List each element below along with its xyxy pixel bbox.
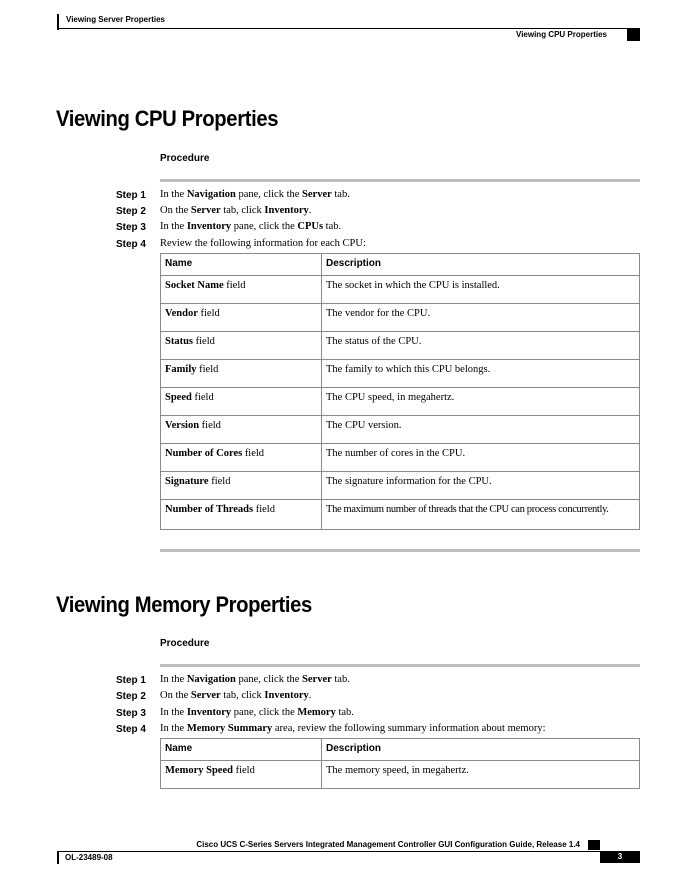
field-name-cell: Version field bbox=[161, 416, 322, 444]
field-name-cell: Family field bbox=[161, 360, 322, 388]
table-row bbox=[161, 472, 640, 500]
memory-properties-table bbox=[160, 738, 640, 789]
column-header-description: Description bbox=[322, 254, 640, 276]
memory-step-2 bbox=[0, 690, 680, 706]
step-number: Step 1 bbox=[115, 675, 146, 686]
cpu-step-4 bbox=[0, 238, 680, 254]
running-header-section: Viewing CPU Properties bbox=[516, 30, 607, 39]
table-row bbox=[161, 360, 640, 388]
table-row bbox=[161, 276, 640, 304]
step-number: Step 4 bbox=[115, 724, 146, 735]
memory-procedure-label: Procedure bbox=[160, 638, 210, 649]
step-text: On the Server tab, click Inventory. bbox=[160, 690, 312, 701]
field-name-cell: Vendor field bbox=[161, 304, 322, 332]
field-description-cell: The number of cores in the CPU. bbox=[322, 444, 640, 472]
field-name-cell: Socket Name field bbox=[161, 276, 322, 304]
cpu-procedure-rule bbox=[160, 179, 640, 182]
footer-rule bbox=[57, 851, 640, 852]
field-name-cell: Number of Cores field bbox=[161, 444, 322, 472]
memory-step-4 bbox=[0, 723, 680, 739]
table-row bbox=[161, 332, 640, 360]
table-row bbox=[161, 388, 640, 416]
field-description-cell: The vendor for the CPU. bbox=[322, 304, 640, 332]
field-name-cell: Signature field bbox=[161, 472, 322, 500]
cpu-step-1 bbox=[0, 189, 680, 205]
step-number: Step 2 bbox=[115, 206, 146, 217]
footer-marker bbox=[588, 840, 600, 850]
column-header-name: Name bbox=[161, 254, 322, 276]
cpu-step-3 bbox=[0, 221, 680, 237]
step-text: Review the following information for each CPU: bbox=[160, 238, 366, 249]
step-text: On the Server tab, click Inventory. bbox=[160, 205, 312, 216]
table-row bbox=[161, 444, 640, 472]
step-number: Step 1 bbox=[115, 190, 146, 201]
memory-procedure-rule bbox=[160, 664, 640, 667]
column-header-description: Description bbox=[322, 739, 640, 761]
field-name-cell: Status field bbox=[161, 332, 322, 360]
table-row bbox=[161, 761, 640, 789]
cpu-step-2 bbox=[0, 205, 680, 221]
step-text: In the Navigation pane, click the Server tab. bbox=[160, 189, 350, 200]
step-number: Step 3 bbox=[115, 222, 146, 233]
table-header-row bbox=[161, 739, 640, 761]
table-row bbox=[161, 416, 640, 444]
step-text: In the Inventory pane, click the Memory tab. bbox=[160, 707, 354, 718]
cpu-properties-table bbox=[160, 253, 640, 530]
table-row bbox=[161, 304, 640, 332]
step-number: Step 2 bbox=[115, 691, 146, 702]
step-number: Step 4 bbox=[115, 239, 146, 250]
header-rule bbox=[57, 28, 640, 29]
footer-bar bbox=[57, 852, 59, 864]
memory-step-1 bbox=[0, 674, 680, 690]
header-marker bbox=[627, 29, 640, 41]
step-text: In the Inventory pane, click the CPUs tab. bbox=[160, 221, 342, 232]
cpu-procedure-label: Procedure bbox=[160, 153, 210, 164]
field-description-cell: The signature information for the CPU. bbox=[322, 472, 640, 500]
running-header-chapter: Viewing Server Properties bbox=[66, 15, 166, 24]
field-description-cell: The maximum number of threads that the CPU can process concurrently. bbox=[322, 500, 640, 530]
field-description-cell: The CPU speed, in megahertz. bbox=[322, 388, 640, 416]
cpu-procedure-end-rule bbox=[160, 549, 640, 552]
page-number: 3 bbox=[600, 851, 640, 863]
footer-doc-number: OL-23489-08 bbox=[65, 853, 113, 862]
field-name-cell: Memory Speed field bbox=[161, 761, 322, 789]
table-row bbox=[161, 500, 640, 530]
cpu-section-title: Viewing CPU Properties bbox=[56, 106, 279, 131]
step-text: In the Memory Summary area, review the following summary information about memory: bbox=[160, 723, 546, 734]
field-name-cell: Speed field bbox=[161, 388, 322, 416]
field-name-cell: Number of Threads field bbox=[161, 500, 322, 530]
field-description-cell: The family to which this CPU belongs. bbox=[322, 360, 640, 388]
field-description-cell: The memory speed, in megahertz. bbox=[322, 761, 640, 789]
table-header-row bbox=[161, 254, 640, 276]
memory-step-3 bbox=[0, 707, 680, 723]
memory-section-title: Viewing Memory Properties bbox=[56, 592, 312, 617]
step-text: In the Navigation pane, click the Server tab. bbox=[160, 674, 350, 685]
column-header-name: Name bbox=[161, 739, 322, 761]
field-description-cell: The status of the CPU. bbox=[322, 332, 640, 360]
step-number: Step 3 bbox=[115, 708, 146, 719]
footer-guide-title: Cisco UCS C-Series Servers Integrated Management Controller GUI Configuration Guide, Release 1.4 bbox=[196, 840, 580, 849]
field-description-cell: The socket in which the CPU is installed. bbox=[322, 276, 640, 304]
field-description-cell: The CPU version. bbox=[322, 416, 640, 444]
